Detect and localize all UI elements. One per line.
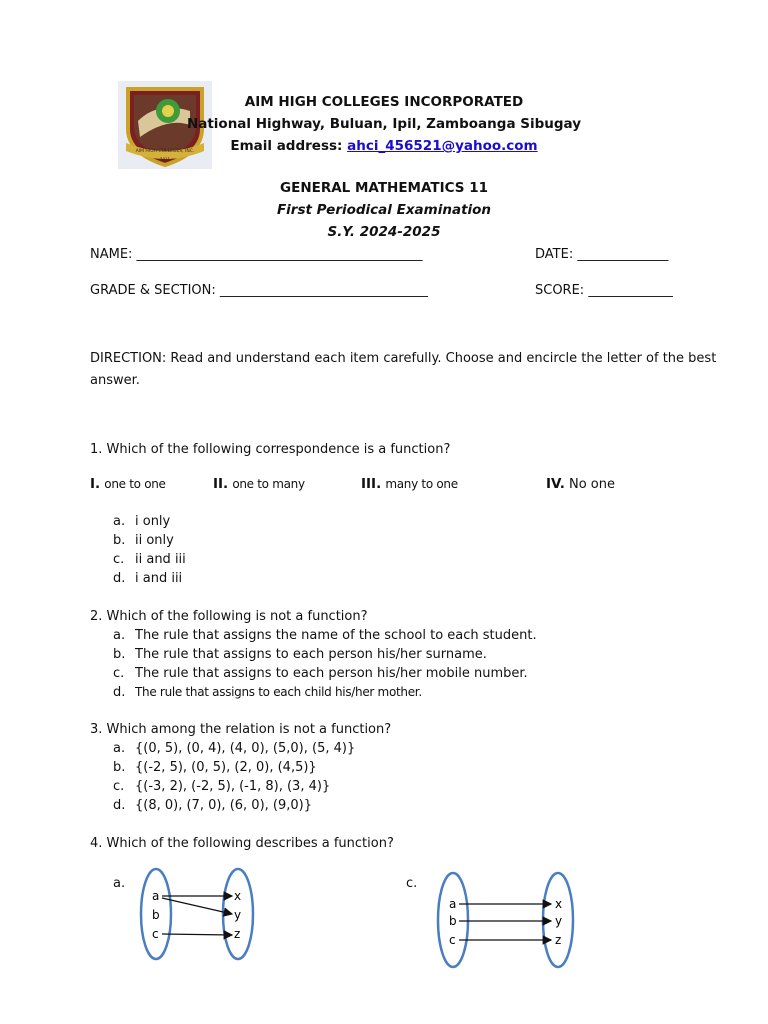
question-4: 4. Which of the following describes a function? — [90, 836, 394, 851]
option-letter: a. — [113, 514, 126, 529]
school-year: S.Y. 2024-2025 — [327, 224, 441, 240]
q1-option-a[interactable] — [113, 514, 170, 529]
q1-option-c[interactable] — [113, 552, 186, 567]
email-line — [0, 138, 768, 154]
q2-option-b[interactable] — [113, 647, 487, 662]
option-letter: b. — [113, 647, 126, 662]
subject-title: GENERAL MATHEMATICS 11 — [280, 180, 488, 196]
date-field[interactable]: DATE: ______________ — [535, 247, 669, 262]
range-y: y — [234, 908, 242, 922]
grade-section-field[interactable]: GRADE & SECTION: ________________________________ — [90, 283, 428, 298]
option-text: {(8, 0), (7, 0), (6, 0), (9,0)} — [135, 798, 313, 813]
option-text: The rule that assigns to each person his/her mobile number. — [135, 666, 528, 681]
q2-option-a[interactable] — [113, 628, 537, 643]
option-letter: c. — [113, 666, 125, 681]
option-text: ii and iii — [135, 552, 186, 567]
domain-b: b — [152, 908, 160, 922]
direction-line-1: DIRECTION: Read and understand each item carefully. Choose and encircle the letter of the best — [90, 351, 717, 366]
direction-line-2: answer. — [90, 373, 140, 388]
exam-title: First Periodical Examination — [276, 202, 492, 218]
q3-option-a[interactable] — [113, 741, 355, 756]
option-letter: d. — [113, 798, 126, 813]
roman-item-3 — [361, 476, 458, 492]
domain-c: c — [152, 927, 159, 941]
mapping-diagram-a — [130, 862, 270, 962]
option-text: ii only — [135, 533, 174, 548]
domain-b: b — [449, 914, 457, 928]
option-letter: c. — [113, 552, 125, 567]
option-text: {(-3, 2), (-2, 5), (-1, 8), (3, 4)} — [135, 779, 331, 794]
roman-num: I. — [90, 476, 101, 492]
option-letter: d. — [113, 685, 126, 700]
q1-option-d[interactable] — [113, 571, 182, 586]
arrow-a-y — [162, 898, 232, 914]
domain-a: a — [449, 897, 457, 911]
mapping-diagram-c — [430, 868, 580, 972]
q1-option-b[interactable] — [113, 533, 174, 548]
q4-option-a-label[interactable]: a. — [113, 876, 126, 891]
roman-num: II. — [213, 476, 229, 492]
question-3: 3. Which among the relation is not a function? — [90, 722, 392, 737]
option-letter: b. — [113, 533, 126, 548]
q2-option-d[interactable] — [113, 685, 422, 700]
logo-text: AIM HIGH COLLEGES, INC. — [135, 149, 195, 154]
option-text: {(0, 5), (0, 4), (4, 0), (5,0), (5, 4)} — [135, 741, 356, 756]
email-link[interactable]: ahci_456521@yahoo.com — [347, 138, 538, 154]
school-address: National Highway, Buluan, Ipil, Zamboanga Sibugay — [186, 116, 582, 132]
roman-item-4 — [546, 476, 615, 492]
q4-option-c-label[interactable]: c. — [406, 876, 418, 891]
option-text: i and iii — [135, 571, 183, 586]
option-letter: a. — [113, 628, 126, 643]
option-letter: b. — [113, 760, 126, 775]
range-z: z — [234, 927, 241, 941]
option-letter: a. — [113, 741, 126, 756]
q3-option-d[interactable] — [113, 798, 312, 813]
option-letter: c. — [113, 779, 125, 794]
school-name: AIM HIGH COLLEGES INCORPORATED — [244, 94, 524, 110]
option-text: {(-2, 5), (0, 5), (2, 0), (4,5)} — [135, 760, 317, 775]
name-field[interactable]: NAME: ____________________________________________ — [90, 247, 423, 262]
question-1: 1. Which of the following correspondence is a function? — [90, 442, 451, 457]
range-z: z — [555, 933, 562, 947]
roman-label: one to many — [232, 477, 305, 491]
domain-a: a — [152, 889, 160, 903]
option-letter: d. — [113, 571, 126, 586]
roman-item-2 — [213, 476, 305, 492]
range-y: y — [555, 914, 563, 928]
q3-option-c[interactable] — [113, 779, 330, 794]
option-text: The rule that assigns the name of the school to each student. — [135, 628, 537, 643]
range-x: x — [555, 897, 563, 911]
score-field[interactable]: SCORE: _____________ — [535, 283, 673, 298]
email-label: Email address: — [230, 138, 348, 154]
domain-c: c — [449, 933, 456, 947]
roman-num: III. — [361, 476, 382, 492]
range-x: x — [234, 889, 242, 903]
roman-label: No one — [569, 477, 616, 492]
roman-num: IV. — [546, 476, 565, 492]
q2-option-c[interactable] — [113, 666, 528, 681]
roman-item-1 — [90, 476, 166, 492]
option-text: The rule that assigns to each child his/her mother. — [135, 685, 422, 699]
roman-label: one to one — [104, 477, 166, 491]
option-text: The rule that assigns to each person his/her surname. — [135, 647, 487, 662]
logo-year: 2011 — [159, 157, 171, 162]
arrow-c-z — [162, 934, 232, 935]
option-text: i only — [135, 514, 171, 529]
q3-option-b[interactable] — [113, 760, 317, 775]
question-2: 2. Which of the following is not a function? — [90, 609, 368, 624]
roman-label: many to one — [385, 477, 458, 491]
